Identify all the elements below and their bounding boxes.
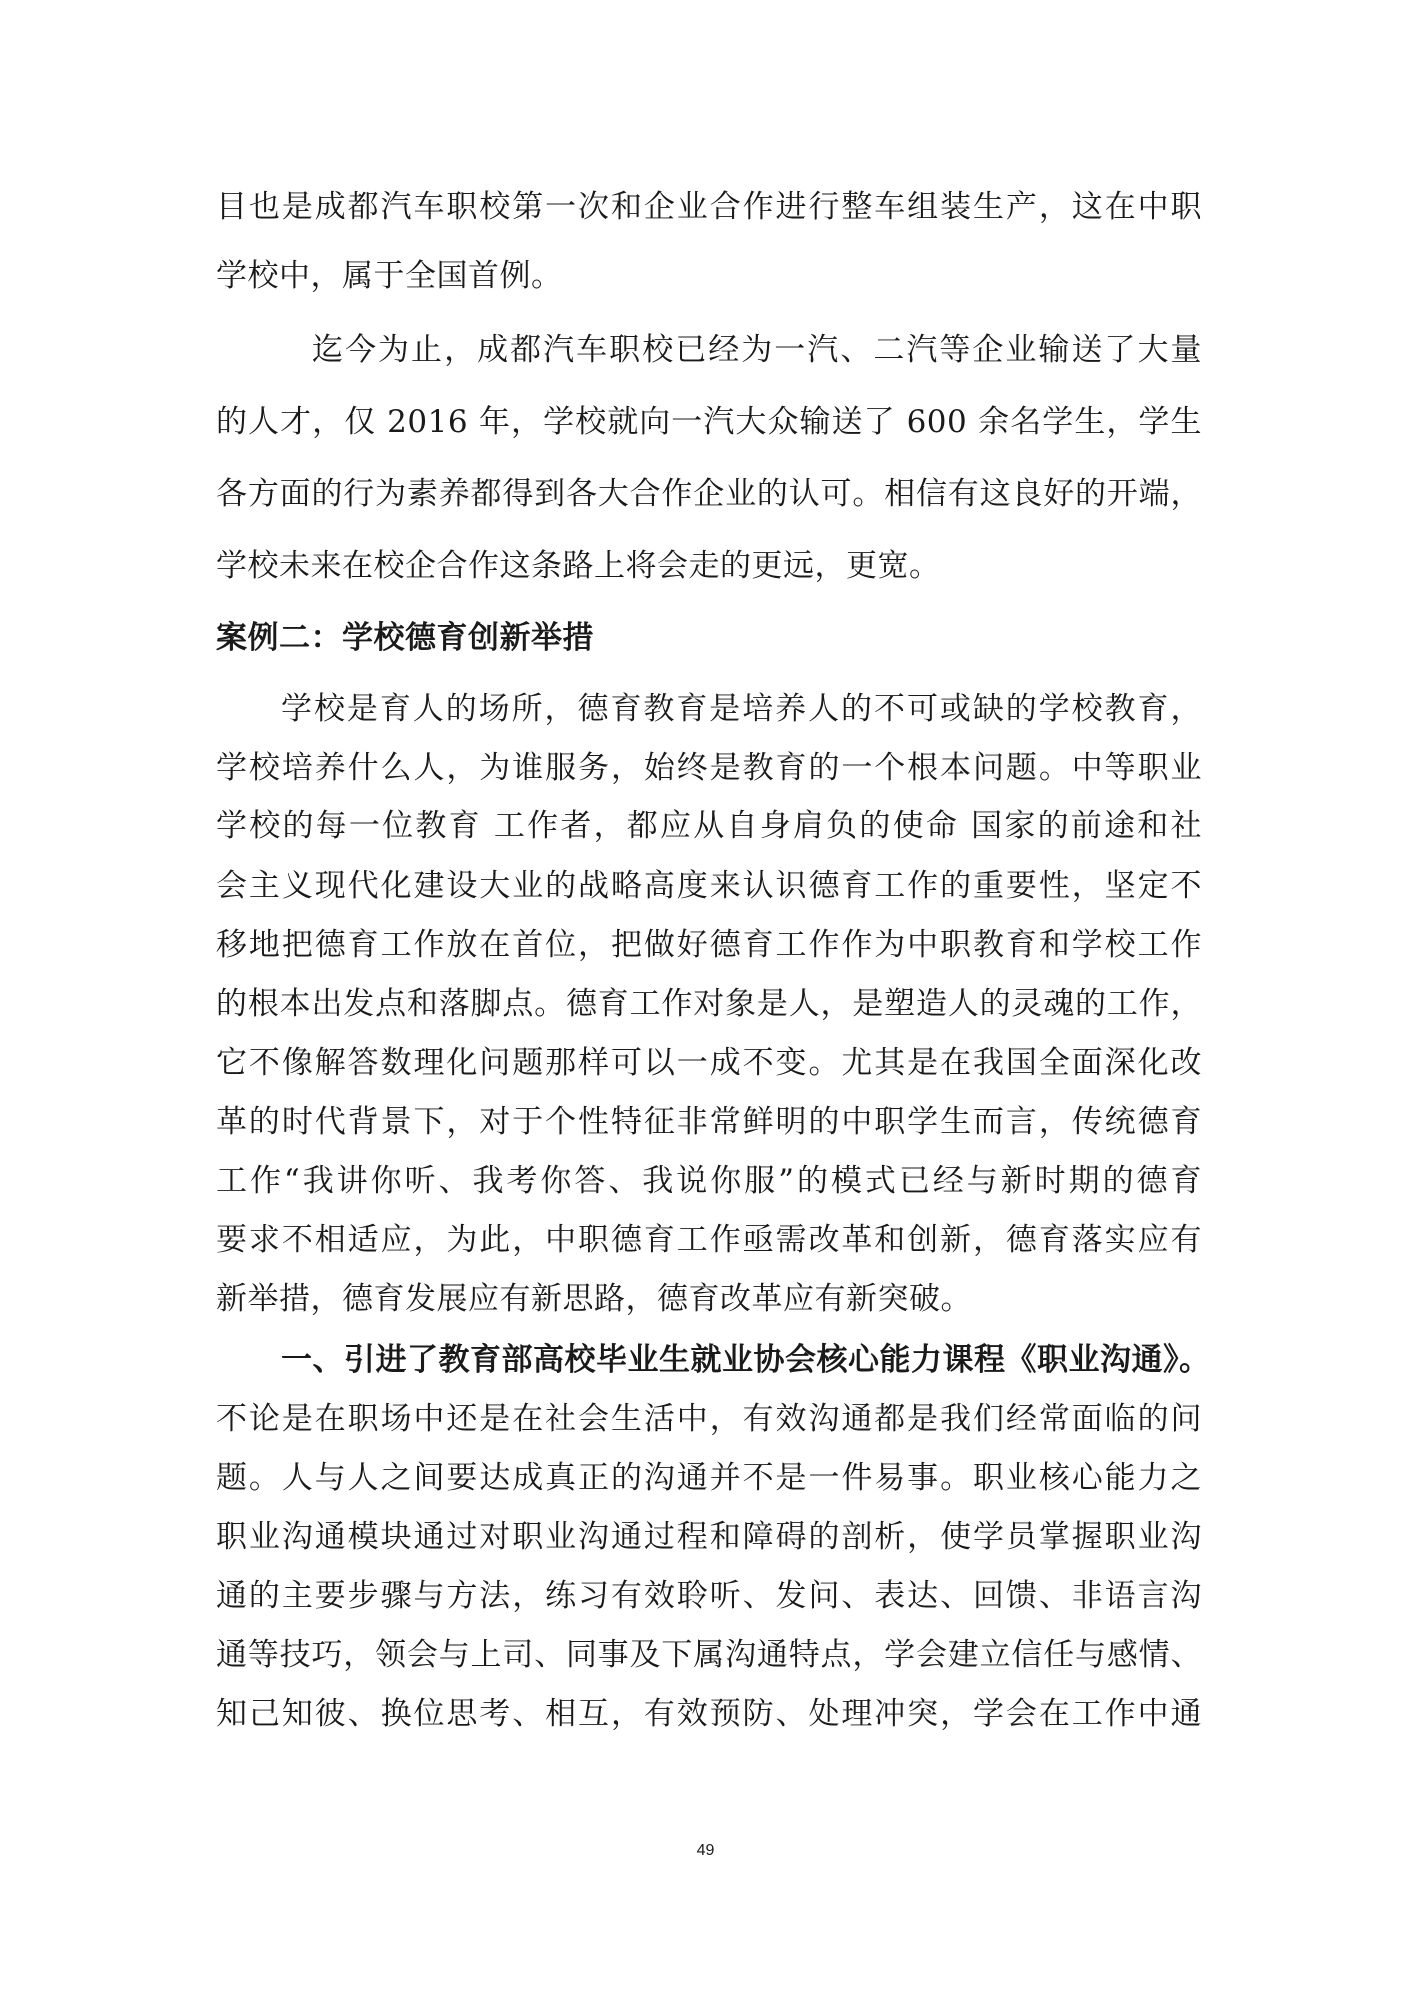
body-line: 学校中，属于全国首例。 (216, 258, 563, 294)
body-line-indented: 迄今为止，成都汽车职校已经为一汽、二汽等企业输送了大量 (312, 332, 1202, 368)
sub-line: 不论是在职场中还是在社会生活中，有效沟通都是我们经常面临的问 (216, 1401, 1202, 1437)
section-line: 工作“我讲你听、我考你答、我说你服”的模式已经与新时期的德育 (216, 1163, 1202, 1199)
body-line: 学校未来在校企合作这条路上将会走的更远，更宽。 (216, 548, 941, 584)
sub-line: 知己知彼、换位思考、相互，有效预防、处理冲突，学会在工作中通 (216, 1696, 1202, 1732)
section-line: 学校培养什么人，为谁服务，始终是教育的一个根本问题。中等职业 (216, 750, 1202, 786)
section-line: 新举措，德育发展应有新思路，德育改革应有新突破。 (216, 1281, 972, 1317)
section-line: 要求不相适应，为此，中职德育工作亟需改革和创新，德育落实应有 (216, 1222, 1202, 1258)
page-number: 49 (696, 1842, 715, 1859)
section-line: 它不像解答数理化问题那样可以一成不变。尤其是在我国全面深化改 (216, 1045, 1202, 1081)
sub-line: 通的主要步骤与方法，练习有效聆听、发问、表达、回馈、非语言沟 (216, 1578, 1202, 1614)
sub-line: 题。人与人之间要达成真正的沟通并不是一件易事。职业核心能力之 (216, 1460, 1202, 1496)
section-line: 学校的每一位教育 工作者，都应从自身肩负的使命 国家的前途和社 (216, 808, 1202, 844)
sub-line: 通等技巧，领会与上司、同事及下属沟通特点，学会建立信任与感情、 (216, 1637, 1202, 1673)
body-line: 目也是成都汽车职校第一次和企业合作进行整车组装生产，这在中职 (216, 189, 1202, 225)
body-line: 各方面的行为素养都得到各大合作企业的认可。相信有这良好的开端， (216, 476, 1202, 512)
section-heading: 案例二：学校德育创新举措 (216, 620, 594, 656)
section-line: 会主义现代化建设大业的战略高度来认识德育工作的重要性，坚定不 (216, 868, 1202, 904)
body-line: 的人才，仅 2016 年，学校就向一汽大众输送了 600 余名学生，学生 (216, 404, 1202, 440)
section-line-indented: 学校是育人的场所，德育教育是培养人的不可或缺的学校教育， (281, 691, 1202, 727)
section-line: 移地把德育工作放在首位，把做好德育工作作为中职教育和学校工作 (216, 927, 1202, 963)
sub-line: 职业沟通模块通过对职业沟通过程和障碍的剖析，使学员掌握职业沟 (216, 1519, 1202, 1555)
section-line: 革的时代背景下，对于个性特征非常鲜明的中职学生而言，传统德育 (216, 1104, 1202, 1140)
subheading: 一、引进了教育部高校毕业生就业协会核心能力课程《职业沟通》。 (281, 1342, 1211, 1378)
section-line: 的根本出发点和落脚点。德育工作对象是人，是塑造人的灵魂的工作， (216, 986, 1202, 1022)
